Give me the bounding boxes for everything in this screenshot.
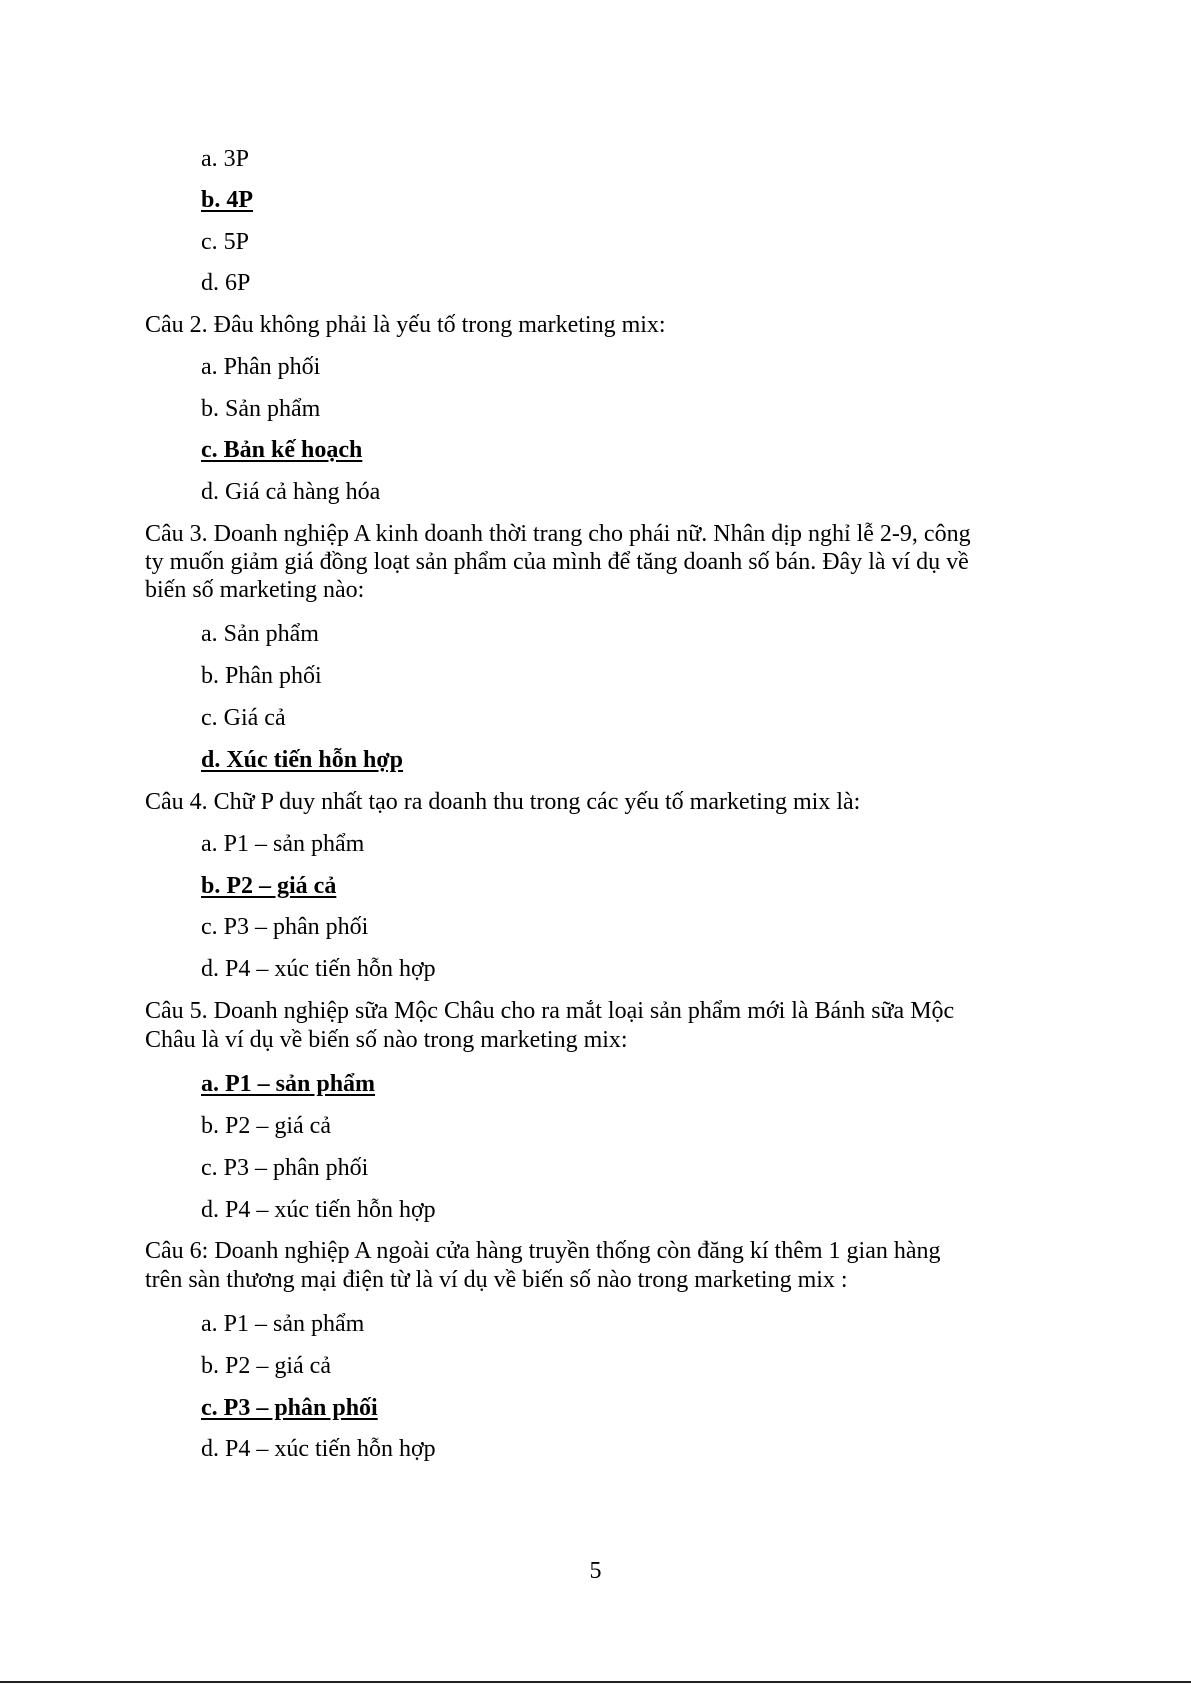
question-3-text-line-2: ty muốn giảm giá đồng loạt sản phẩm của mình để tăng doanh số bán. Đây là ví dụ về [145, 549, 969, 575]
q1-option-c: c. 5P [201, 229, 249, 255]
q6-option-a: a. P1 – sản phẩm [201, 1311, 365, 1337]
question-3-text-line-1: Câu 3. Doanh nghiệp A kinh doanh thời trang cho phái nữ. Nhân dịp nghỉ lễ 2-9, công [145, 521, 971, 547]
q3-option-b: b. Phân phối [201, 663, 322, 689]
q1-option-b-correct: b. 4P [201, 187, 254, 213]
page-number: 5 [589, 1558, 602, 1584]
q4-option-d: d. P4 – xúc tiến hỗn hợp [201, 956, 436, 982]
q1-option-a: a. 3P [201, 146, 249, 172]
q4-option-b-correct: b. P2 – giá cả [201, 873, 337, 899]
question-2-text: Câu 2. Đâu không phải là yếu tố trong marketing mix: [145, 312, 666, 338]
q4-option-a: a. P1 – sản phẩm [201, 831, 365, 857]
q2-option-a: a. Phân phối [201, 354, 321, 380]
q2-option-c-correct: c. Bản kế hoạch [201, 437, 363, 463]
q4-option-c: c. P3 – phân phối [201, 914, 369, 940]
q6-option-c-correct: c. P3 – phân phối [201, 1395, 378, 1421]
q2-option-b: b. Sản phẩm [201, 396, 321, 422]
question-5-text-line-1: Câu 5. Doanh nghiệp sữa Mộc Châu cho ra mắt loại sản phẩm mới là Bánh sữa Mộc [145, 998, 955, 1024]
question-5-text-line-2: Châu là ví dụ về biến số nào trong marketing mix: [145, 1027, 628, 1053]
q5-option-a-correct: a. P1 – sản phẩm [201, 1071, 376, 1097]
q3-option-d-correct: d. Xúc tiến hỗn hợp [201, 747, 404, 773]
q1-option-d: d. 6P [201, 270, 251, 296]
q5-option-d: d. P4 – xúc tiến hỗn hợp [201, 1197, 436, 1223]
q5-option-c: c. P3 – phân phối [201, 1155, 369, 1181]
q5-option-b: b. P2 – giá cả [201, 1113, 331, 1139]
bottom-divider [0, 1681, 1191, 1683]
q6-option-b: b. P2 – giá cả [201, 1353, 331, 1379]
q3-option-a: a. Sản phẩm [201, 621, 319, 647]
q6-option-d: d. P4 – xúc tiến hỗn hợp [201, 1436, 436, 1462]
question-4-text: Câu 4. Chữ P duy nhất tạo ra doanh thu trong các yếu tố marketing mix là: [145, 789, 861, 815]
q3-option-c: c. Giá cả [201, 705, 286, 731]
q2-option-d: d. Giá cả hàng hóa [201, 479, 381, 505]
question-6-text-line-1: Câu 6: Doanh nghiệp A ngoài cửa hàng truyền thống còn đăng kí thêm 1 gian hàng [145, 1238, 941, 1264]
question-3-text-line-3: biến số marketing nào: [145, 577, 365, 603]
question-6-text-line-2: trên sàn thương mại điện từ là ví dụ về biến số nào trong marketing mix : [145, 1267, 848, 1293]
